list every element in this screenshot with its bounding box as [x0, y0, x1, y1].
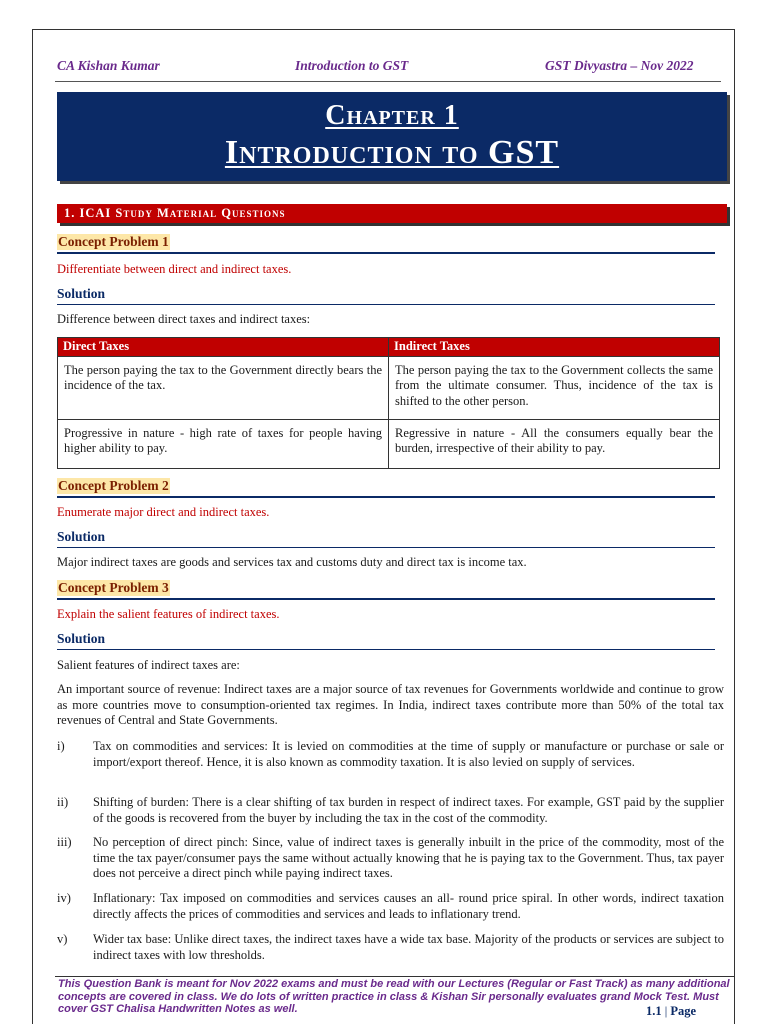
problem-1-label: Concept Problem 1 — [58, 234, 169, 249]
table-cell: The person paying the tax to the Government collects the same from the ultimate consumer. Thus, incidence of the tax is shifted to the other person. — [389, 356, 720, 419]
problem-3-label: Concept Problem 3 — [58, 580, 169, 595]
problem-1-intro: Difference between direct taxes and indirect taxes: — [57, 312, 311, 326]
problem-2-solution-rule — [57, 547, 715, 548]
table-row — [58, 356, 720, 419]
table-row — [58, 419, 720, 468]
header-series: GST Divyastra – Nov 2022 — [545, 58, 694, 73]
page-number: 1.1 — [646, 1004, 662, 1018]
table-cell: The person paying the tax to the Government directly bears the incidence of the tax. — [58, 356, 389, 419]
page-indicator — [646, 1004, 696, 1019]
list-item — [57, 795, 724, 826]
problem-3-solution-label: Solution — [57, 631, 106, 646]
header-author: CA Kishan Kumar — [57, 58, 160, 73]
page-separator: | — [664, 1004, 668, 1018]
problem-1-question: Differentiate between direct and indirect taxes. — [57, 262, 292, 276]
table-header-row — [58, 338, 720, 357]
list-item-text: Wider tax base: Unlike direct taxes, the indirect taxes have a wide tax base. Majority of the products or services are subject to indirect taxes with low thresholds. — [93, 932, 724, 962]
problem-3-intro: Salient features of indirect taxes are: — [57, 658, 240, 672]
list-item-text: Inflationary: Tax imposed on commodities and services causes an all- round price spiral. In other words, indirect taxation directly affects the prices of commodities and services and leads to inflationary trend. — [93, 891, 724, 921]
header-divider — [55, 81, 721, 82]
section-heading: 1. ICAI Study Material Questions — [57, 204, 727, 223]
problem-1-rule — [57, 252, 715, 254]
list-item-text: Tax on commodities and services: It is levied on commodities at the time of supply or manufacture or purchase or sale or import/export thereof. Hence, it is also known as commodity taxation. It is also levied on supply of services. — [93, 739, 724, 769]
list-item-number: iv) — [57, 891, 71, 905]
problem-2-answer: Major indirect taxes are goods and services tax and customs duty and direct tax is income tax. — [57, 555, 527, 569]
table-header-direct: Direct Taxes — [58, 338, 389, 357]
problem-2-question: Enumerate major direct and indirect taxes. — [57, 505, 270, 519]
list-item-number: i) — [57, 739, 65, 753]
chapter-title: Introduction to GST — [224, 134, 560, 171]
header-topic: Introduction to GST — [295, 58, 409, 73]
problem-1-solution-label: Solution — [57, 286, 106, 301]
problem-2-solution-label: Solution — [57, 529, 106, 544]
problem-3-question: Explain the salient features of indirect taxes. — [57, 607, 280, 621]
problem-2-label: Concept Problem 2 — [58, 478, 169, 493]
list-item-text: No perception of direct pinch: Since, value of indirect taxes is generally inbuilt in the price of the commodity, most of the time the tax payer/consumer pays the same without actually knowing that he is paying tax to the Government. Thus, tax payer does not perceive a direct pinch while paying indirect taxes. — [93, 835, 724, 880]
list-item — [57, 835, 724, 882]
tax-comparison-table — [57, 337, 720, 469]
problem-3-lead-paragraph: An important source of revenue: Indirect taxes are a major source of tax revenues for Governments worldwide and continue to grow as more countries move to consumption-oriented tax regimes. In India, indirect taxes contribute more than 50% of the total tax revenues of Central and State Governments. — [57, 682, 724, 727]
problem-1-solution-rule — [57, 304, 715, 305]
list-item — [57, 932, 724, 963]
page-label: Page — [670, 1004, 697, 1018]
table-header-indirect: Indirect Taxes — [389, 338, 720, 357]
list-item — [57, 891, 724, 922]
problem-2-rule — [57, 496, 715, 498]
table-cell: Progressive in nature - high rate of taxes for people having higher ability to pay. — [58, 419, 389, 468]
problem-3-rule — [57, 598, 715, 600]
table-cell: Regressive in nature - All the consumers equally bear the burden, irrespective of their ability to pay. — [389, 419, 720, 468]
list-item-number: iii) — [57, 835, 72, 849]
problem-3-solution-rule — [57, 649, 715, 650]
list-item-number: ii) — [57, 795, 69, 809]
footer-note: This Question Bank is meant for Nov 2022 exams and must be read with our Lectures (Regular or Fast Track) as many additional concepts are covered in class. We do lots of written practice in class & Kishan Sir personally evaluates grand Mock Test. Must cover GST Chalisa Handwritten Notes as well. — [58, 978, 730, 1015]
list-item — [57, 739, 724, 770]
chapter-banner — [57, 92, 727, 181]
chapter-number: Chapter 1 — [325, 100, 459, 131]
list-item-number: v) — [57, 932, 68, 946]
list-item-text: Shifting of burden: There is a clear shifting of tax burden in respect of indirect taxes. For example, GST paid by the supplier of the goods is recovered from the buyer by including the tax in the cost of the commodity. — [93, 795, 724, 825]
footer-divider — [55, 976, 735, 977]
